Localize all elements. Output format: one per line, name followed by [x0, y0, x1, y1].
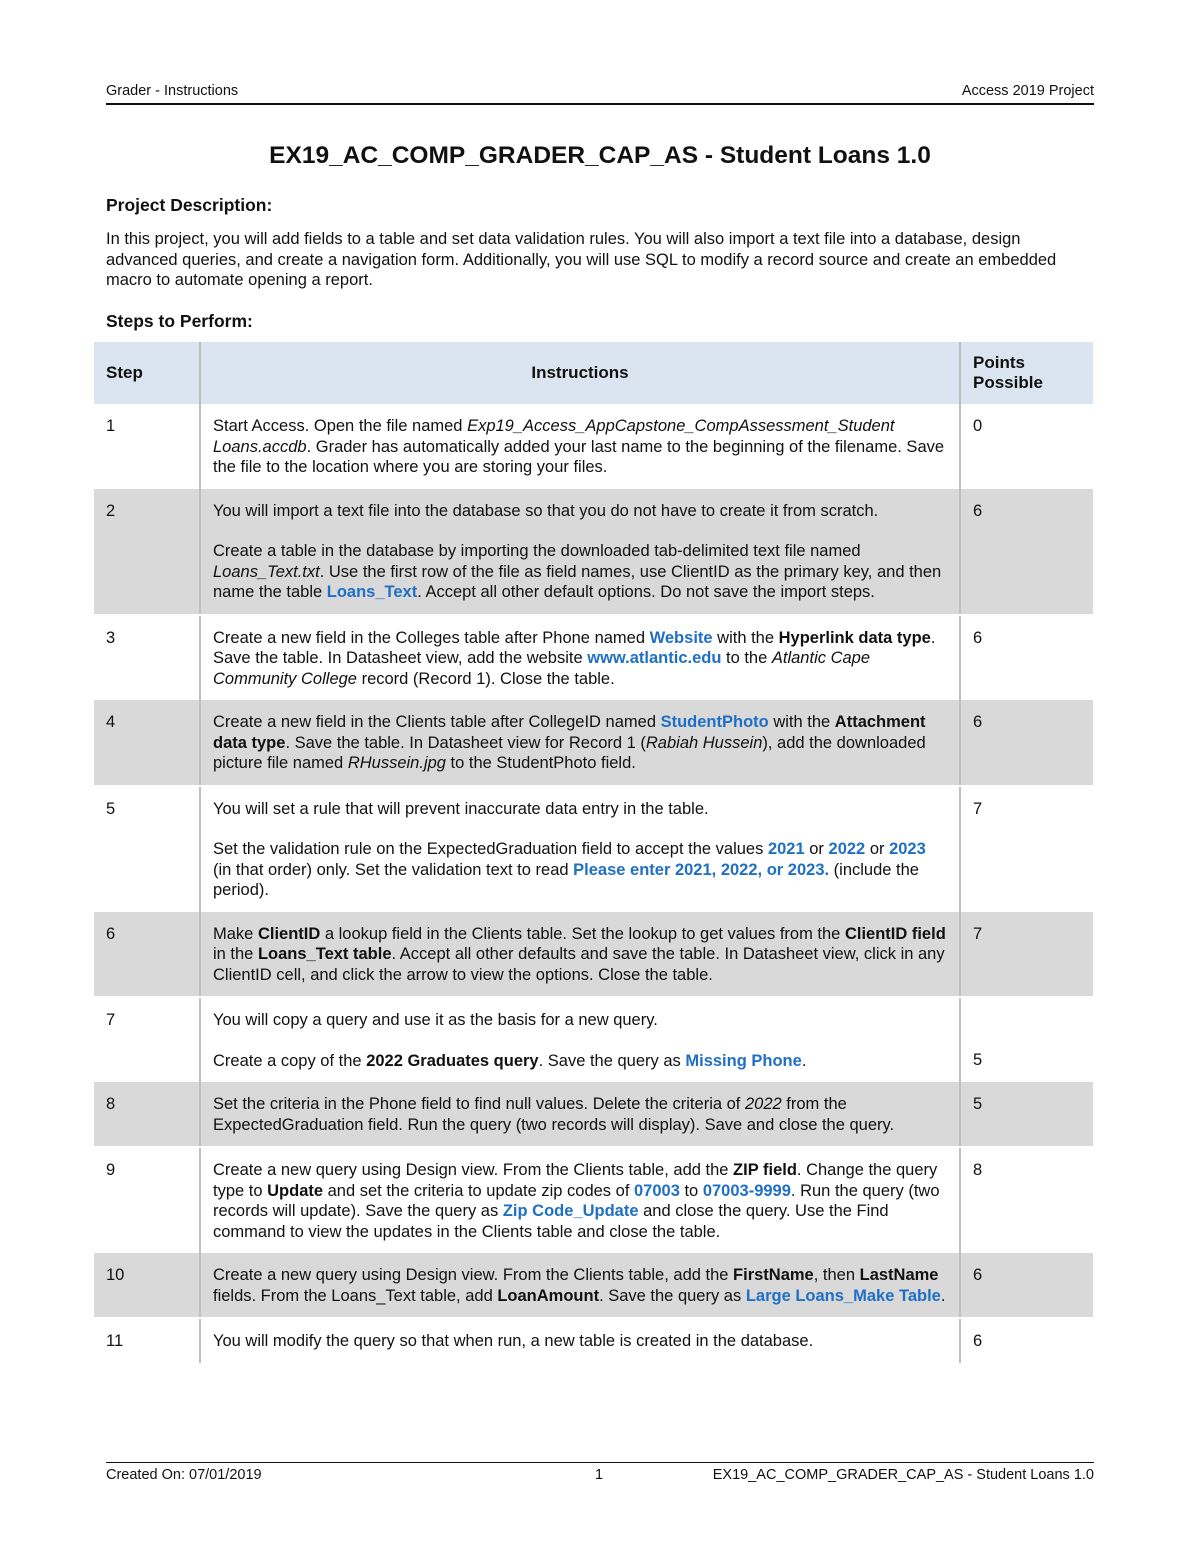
instruction-text-run: FirstName	[733, 1266, 814, 1284]
instruction-text-run: to	[679, 1181, 703, 1200]
footer-created-on: Created On: 07/01/2019	[106, 1467, 262, 1483]
instruction-text-run: . Grader has automatically added your last name to the beginning of the filename. Save the file to the location where you are storing your files.	[213, 437, 945, 476]
instruction-text-run: . Accept all other default options. Do not save the import steps.	[417, 583, 875, 601]
instruction-text-run: in the	[213, 945, 258, 963]
points-possible: 7	[960, 912, 1093, 998]
instruction-text-run: Rabiah Hussein	[645, 733, 763, 752]
table-row	[94, 1318, 1093, 1363]
step-number: 5	[106, 799, 116, 818]
step-number: 1	[106, 417, 116, 435]
instruction-text-run: .	[940, 1286, 946, 1305]
header-instructions: Instructions	[200, 342, 960, 404]
instruction-paragraph	[213, 839, 947, 901]
project-description-heading: Project Description:	[106, 195, 273, 215]
instruction-text-run: from the ExpectedGraduation field. Run the query (two records will display). Save and close the query.	[213, 1095, 895, 1134]
instruction-text-run: or	[865, 840, 890, 858]
step-instructions	[200, 489, 960, 615]
instruction-text-run: You will import a text file into the database so that you do not have to create it from scratch.	[213, 501, 879, 520]
step-instructions	[200, 1318, 960, 1363]
instruction-text-run: , then	[813, 1266, 860, 1284]
step-number: 3	[106, 628, 116, 647]
instruction-text-run: to the	[721, 649, 772, 667]
step-instructions	[200, 615, 960, 701]
document-title: EX19_AC_COMP_GRADER_CAP_AS - Student Loans 1.0	[269, 142, 931, 169]
instruction-text-run: . Save the query as	[599, 1286, 746, 1305]
instruction-text-run: Create a new query using Design view. From the Clients table, add the	[213, 1161, 734, 1179]
step-number: 9	[106, 1161, 116, 1179]
instruction-text-run: . Save the table. In Datasheet view for Record 1 (	[285, 733, 646, 752]
instruction-text-run: www.atlantic.edu	[587, 649, 722, 667]
instruction-text-run: . Use the first row of the file as field names, use ClientID as the primary key, and then name the table	[213, 562, 942, 601]
table-row	[94, 1082, 1093, 1147]
table-row	[94, 997, 1093, 1082]
instruction-text-run: LastName	[859, 1266, 939, 1284]
instruction-paragraph	[213, 501, 947, 522]
instruction-text-run: with the	[768, 713, 835, 731]
instruction-text-run: 2022	[744, 1095, 782, 1113]
instruction-paragraph	[213, 1094, 947, 1135]
instruction-paragraph	[213, 924, 947, 986]
instruction-text-run: 2022	[828, 840, 866, 858]
step-number: 2	[94, 489, 200, 615]
steps-heading: Steps to Perform:	[106, 311, 253, 331]
instruction-text-run: Update	[267, 1181, 324, 1200]
step-instructions	[200, 997, 960, 1082]
table-header-row	[94, 342, 1093, 404]
step-number: 6	[94, 912, 200, 998]
instruction-text-run: Loans_Text table	[257, 945, 392, 963]
header-right: Access 2019 Project	[961, 83, 1094, 99]
instruction-paragraph	[213, 416, 947, 478]
instruction-text-run: or	[804, 840, 829, 858]
instruction-paragraph	[213, 1010, 947, 1031]
step-instructions	[200, 1253, 960, 1318]
instruction-text-run: Create a table in the database by importing the downloaded tab-delimited text file named	[213, 542, 861, 560]
project-description-text: In this project, you will add fields to a table and set data validation rules. You will also import a text file into a database, design advanced queries, and create a navigation form. Additionally, you will use SQL to modify a record source and create an embedded macro to automate opening a report.	[106, 230, 1057, 289]
instruction-paragraph	[213, 1051, 947, 1072]
header-step: Step	[94, 342, 200, 404]
step-instructions	[200, 404, 960, 489]
instruction-paragraph	[213, 1265, 947, 1306]
instruction-text-run: Loans_Text.txt	[213, 562, 320, 581]
instruction-text-run: and set the criteria to update zip codes of	[323, 1181, 634, 1200]
steps-table	[94, 342, 1093, 1363]
instruction-text-run: . Accept all other defaults and save the table. In Datasheet view, click in any ClientID cell, and click the arrow to view the options. Close the table.	[213, 945, 945, 984]
table-row	[94, 786, 1093, 912]
instruction-text-run: RHussein.jpg	[347, 754, 446, 772]
instruction-text-run: ClientID	[257, 924, 321, 943]
instruction-paragraph	[213, 799, 947, 820]
instruction-text-run: fields. From the Loans_Text table, add	[213, 1286, 498, 1305]
footer-page-number: 1	[595, 1467, 604, 1483]
table-row	[94, 912, 1093, 998]
instruction-text-run: Attachment data type	[213, 713, 926, 752]
instruction-text-run: record (Record 1). Close the table.	[356, 669, 615, 688]
points-possible: 5	[960, 997, 1093, 1082]
points-possible: 6	[960, 615, 1093, 701]
instruction-paragraph	[213, 1331, 947, 1352]
points-possible: 7	[960, 786, 1093, 912]
instruction-text-run: You will copy a query and use it as the basis for a new query.	[213, 1011, 658, 1029]
instruction-text-run: Create a copy of the	[213, 1051, 367, 1070]
instruction-text-run: Loans_Text	[326, 583, 418, 601]
points-possible: 0	[960, 404, 1093, 489]
instruction-text-run: Create a new field in the Clients table after CollegeID named	[213, 713, 661, 731]
step-instructions	[200, 1082, 960, 1147]
table-row	[94, 489, 1093, 615]
instruction-text-run: ZIP field	[733, 1161, 797, 1179]
instruction-text-run: . Run the query (two records will update). Save the query as	[213, 1181, 940, 1220]
instruction-text-run: Create a new query using Design view. From the Clients table, add the	[213, 1266, 734, 1284]
instruction-text-run: StudentPhoto	[660, 713, 769, 731]
instruction-text-run: 07003-9999	[702, 1181, 791, 1200]
instruction-text-run: . Save the query as	[538, 1051, 686, 1070]
step-instructions	[200, 912, 960, 998]
footer-document-name: EX19_AC_COMP_GRADER_CAP_AS - Student Loans 1.0	[712, 1467, 1094, 1483]
step-number: 7	[106, 1011, 116, 1029]
points-possible: 6	[960, 489, 1093, 615]
points-possible: 6	[960, 1253, 1093, 1318]
step-instructions	[200, 786, 960, 912]
instruction-text-run: Exp19_Access_AppCapstone_CompAssessment_Student Loans.accdb	[213, 417, 895, 456]
header-left: Grader - Instructions	[106, 83, 239, 99]
instruction-text-run: LoanAmount	[497, 1286, 600, 1305]
instruction-text-run: 2022 Graduates query	[366, 1051, 539, 1070]
step-number: 11	[106, 1332, 124, 1350]
instruction-text-run: Large Loans_Make Table	[745, 1286, 941, 1305]
instruction-paragraph	[213, 1160, 947, 1242]
table-row	[94, 615, 1093, 701]
instruction-text-run: Please enter 2021, 2022, or 2023.	[573, 860, 830, 879]
instruction-text-run: (include the period).	[213, 860, 919, 899]
instruction-text-run: Make	[213, 924, 258, 943]
instruction-text-run: ClientID field	[844, 924, 946, 943]
instruction-text-run: Website	[649, 628, 713, 647]
instruction-paragraph	[213, 712, 947, 774]
step-number: 10	[94, 1253, 200, 1318]
instruction-text-run: .	[801, 1051, 807, 1070]
instruction-text-run: (in that order) only. Set the validation text to read	[213, 860, 574, 879]
step-number: 4	[94, 700, 200, 786]
points-possible: 6	[960, 1318, 1093, 1363]
instruction-text-run: ), add the downloaded picture file named	[213, 733, 926, 772]
instruction-text-run: Set the criteria in the Phone field to find null values. Delete the criteria of	[213, 1095, 745, 1113]
instruction-text-run: Set the validation rule on the ExpectedGraduation field to accept the values	[213, 840, 768, 858]
instruction-text-run: . Change the query type to	[213, 1161, 938, 1200]
instruction-text-run: You will modify the query so that when run, a new table is created in the database.	[213, 1332, 814, 1350]
instruction-text-run: Missing Phone	[685, 1051, 802, 1070]
instruction-text-run: 2023	[889, 840, 926, 858]
instruction-paragraph	[213, 628, 947, 690]
table-row	[94, 700, 1093, 786]
instruction-text-run: . Save the table. In Datasheet view, add the website	[213, 628, 936, 667]
step-instructions	[200, 1147, 960, 1253]
instruction-paragraph	[213, 541, 947, 603]
table-row	[94, 1253, 1093, 1318]
instruction-text-run: Start Access. Open the file named	[213, 417, 468, 435]
table-row	[94, 1147, 1093, 1253]
instruction-text-run: and close the query. Use the Find command to view the updates in the Clients table and close the table.	[213, 1202, 889, 1241]
instruction-text-run: Zip Code_Update	[502, 1202, 639, 1220]
instruction-text-run: to the StudentPhoto field.	[445, 754, 636, 772]
table-row	[94, 404, 1093, 489]
instruction-text-run: Create a new field in the Colleges table after Phone named	[213, 628, 650, 647]
instruction-text-run: 2021	[767, 840, 805, 858]
instruction-text-run: with the	[712, 628, 779, 647]
instruction-text-run: a lookup field in the Clients table. Set the lookup to get values from the	[320, 924, 845, 943]
step-instructions	[200, 700, 960, 786]
header-points: Points Possible	[960, 342, 1093, 404]
instruction-text-run: Atlantic Cape Community College	[213, 649, 871, 688]
points-possible: 8	[960, 1147, 1093, 1253]
step-number: 8	[94, 1082, 200, 1147]
page-footer	[106, 1462, 1094, 1483]
points-possible: 6	[960, 700, 1093, 786]
instruction-text-run: You will set a rule that will prevent inaccurate data entry in the table.	[213, 799, 709, 818]
instruction-text-run: Hyperlink data type	[778, 628, 931, 647]
page-header	[106, 83, 1094, 105]
points-possible: 5	[960, 1082, 1093, 1147]
instruction-text-run: 07003	[634, 1181, 680, 1200]
